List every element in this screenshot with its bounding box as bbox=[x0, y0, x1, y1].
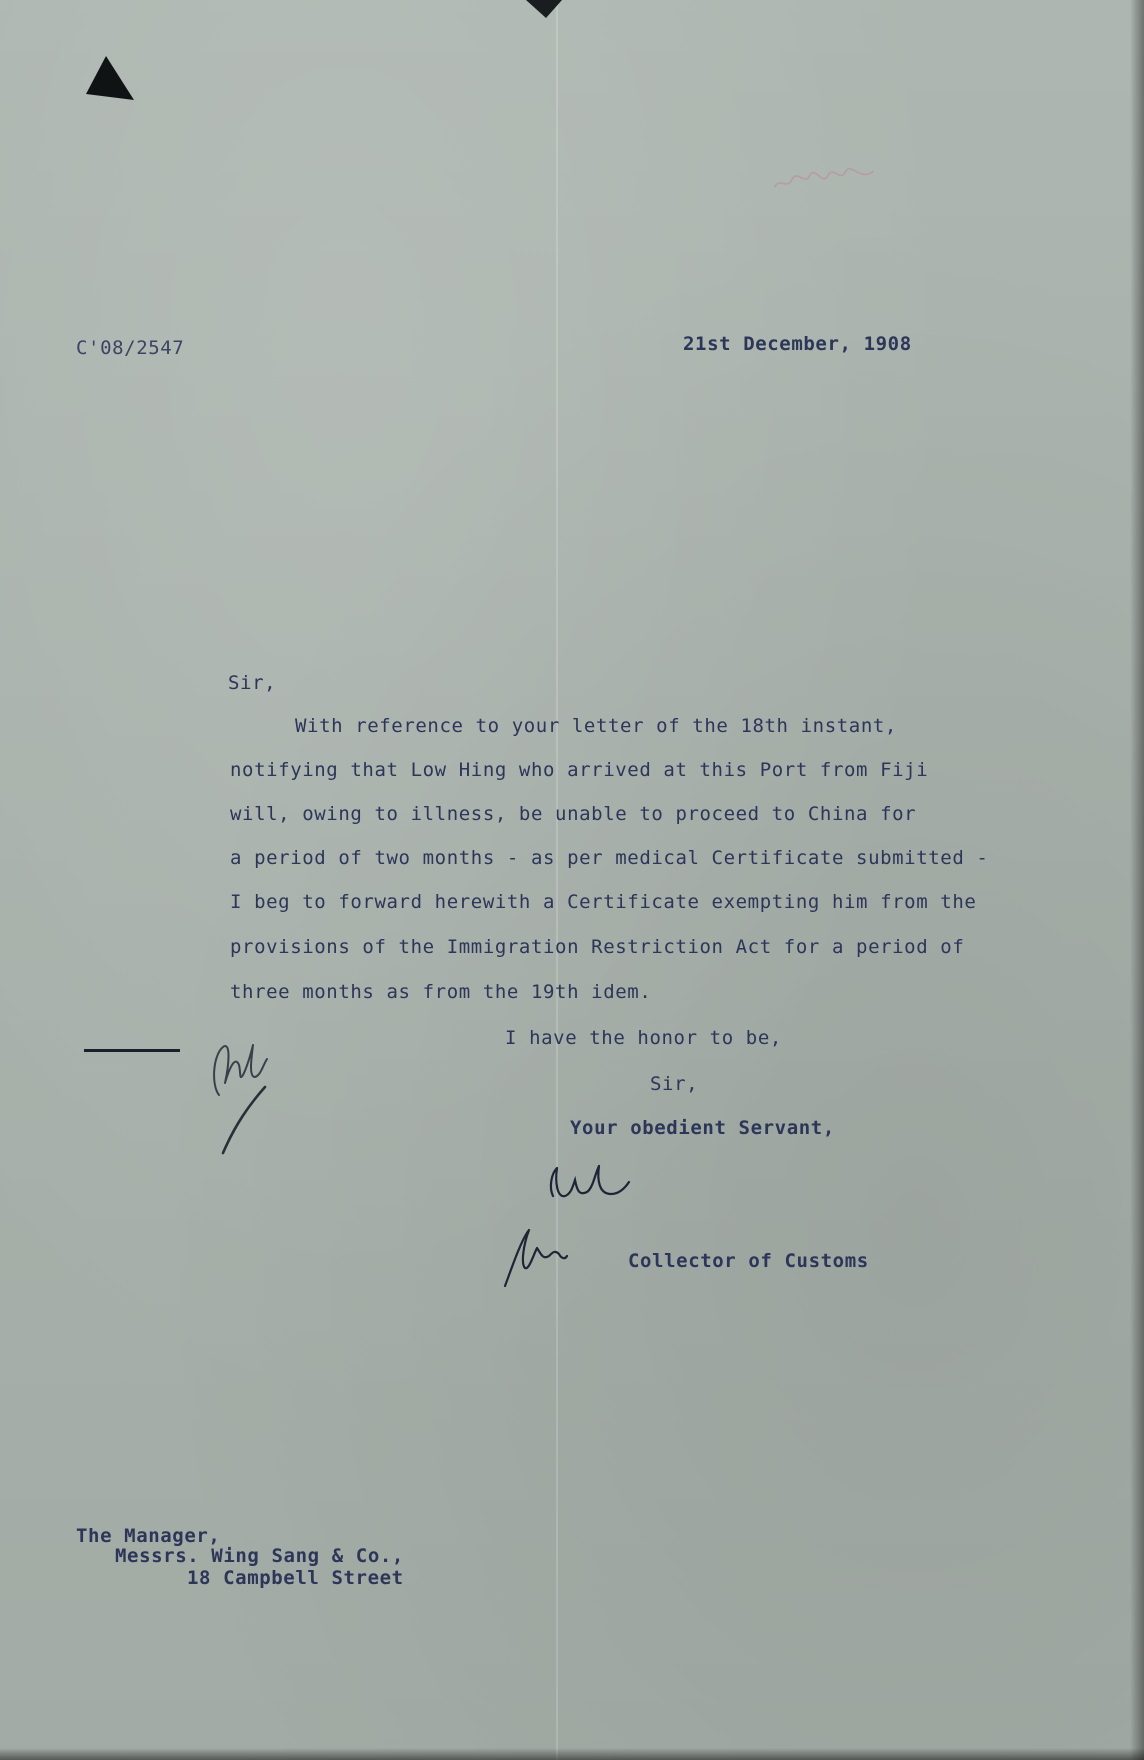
body-line: I beg to forward herewith a Certificate exempting him from the bbox=[230, 891, 977, 913]
closing-sir: Sir, bbox=[650, 1073, 699, 1095]
punch-hole-mark bbox=[84, 54, 136, 106]
top-clip-mark bbox=[524, 0, 564, 20]
address-line: 18 Campbell Street bbox=[187, 1567, 404, 1589]
handwritten-signature bbox=[495, 1160, 635, 1290]
body-line: provisions of the Immigration Restriction Act for a period of bbox=[230, 936, 965, 958]
page-edge-bottom bbox=[0, 1748, 1144, 1760]
closing-line: I have the honor to be, bbox=[505, 1027, 782, 1049]
body-line: will, owing to illness, be unable to proceed to China for bbox=[230, 803, 917, 825]
closing-servant: Your obedient Servant, bbox=[570, 1117, 835, 1139]
signer-title: Collector of Customs bbox=[628, 1250, 869, 1272]
handwritten-initials-margin bbox=[205, 1025, 285, 1155]
faint-pencil-scribble bbox=[769, 158, 881, 197]
body-line: notifying that Low Hing who arrived at this Port from Fiji bbox=[230, 759, 929, 781]
salutation: Sir, bbox=[228, 672, 277, 694]
body-line: a period of two months - as per medical Certificate submitted - bbox=[230, 847, 989, 869]
paper-fold-line bbox=[556, 0, 558, 1760]
letter-date: 21st December, 1908 bbox=[683, 333, 912, 355]
address-line: The Manager, bbox=[76, 1525, 221, 1547]
address-line: Messrs. Wing Sang & Co., bbox=[115, 1545, 404, 1567]
faint-pencil-note bbox=[769, 166, 843, 191]
margin-rule bbox=[84, 1049, 180, 1052]
body-line: three months as from the 19th idem. bbox=[230, 981, 652, 1003]
page-edge-right bbox=[1130, 0, 1144, 1760]
reference-number: C'08/2547 bbox=[76, 337, 185, 359]
body-line: With reference to your letter of the 18th instant, bbox=[295, 715, 897, 737]
